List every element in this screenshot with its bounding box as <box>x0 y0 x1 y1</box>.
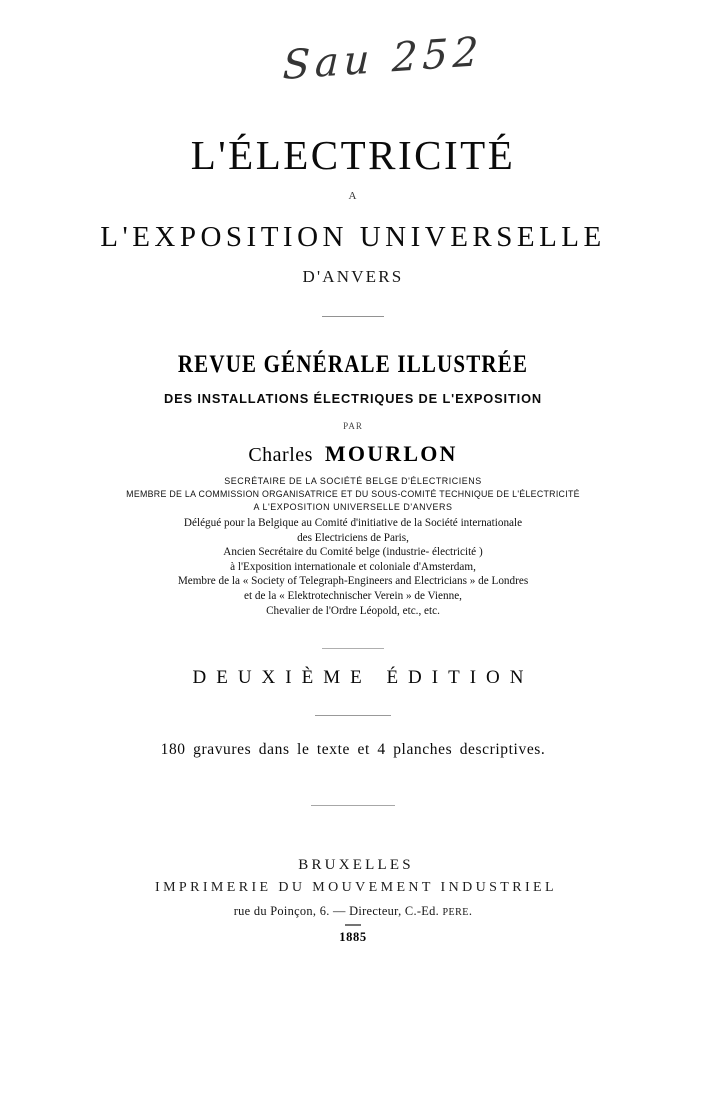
subtitle-revue: REVUE GÉNÉRALE ILLUSTRÉE <box>177 351 529 378</box>
author-title-line: MEMBRE DE LA COMMISSION ORGANISATRICE ET DU SOUS-COMITÉ TECHNIQUE DE L'ÉLECTRICITÉ <box>126 489 580 499</box>
title-exposition: L'EXPOSITION UNIVERSELLE <box>100 221 606 253</box>
imprint-address-text: rue du Poinçon, 6. — Directeur, C.-Ed. <box>233 904 443 918</box>
credential-line: Membre de la « Society of Telegraph-Engineers and Electricians » de Londres <box>177 575 529 588</box>
divider-rule <box>315 715 391 716</box>
page-title: L'ÉLECTRICITÉ <box>190 132 516 178</box>
author-last-name: MOURLON <box>324 441 458 466</box>
subtitle-scope: DES INSTALLATIONS ÉLECTRIQUES DE L'EXPOSITION <box>163 391 543 406</box>
credential-line: Ancien Secrétaire du Comité belge (industrie- électricité ) <box>223 546 483 559</box>
title-connector: A <box>348 190 358 202</box>
author-name <box>0 443 706 465</box>
divider-rule <box>322 648 384 649</box>
illustration-note: 180 gravures dans le texte et 4 planches descriptives. <box>160 741 546 758</box>
credential-line: et de la « Elektrotechnischer Verein » de Vienne, <box>244 589 462 602</box>
imprint-city: BRUXELLES <box>298 857 414 873</box>
author-title-line: SECRÉTAIRE DE LA SOCIÉTÉ BELGE D'ÉLECTRICIENS <box>224 476 482 486</box>
edition-statement: DEUXIÈME ÉDITION <box>192 667 534 688</box>
byline-par: PAR <box>343 421 363 431</box>
credential-line: des Electriciens de Paris, <box>297 531 409 544</box>
imprint-director-surname: PERE <box>442 907 469 918</box>
author-credentials <box>0 516 706 618</box>
imprint-address-period: . <box>468 904 473 918</box>
title-place: D'ANVERS <box>302 267 404 286</box>
divider-rule <box>345 924 361 926</box>
author-first-name: Charles <box>248 444 313 466</box>
divider-rule <box>322 316 384 317</box>
imprint-address <box>0 905 706 918</box>
imprint-printer: IMPRIMERIE DU MOUVEMENT INDUSTRIEL <box>155 880 557 895</box>
imprint-year: 1885 <box>339 930 367 944</box>
credential-line: Délégué pour la Belgique au Comité d'initiative de la Société internationale <box>183 517 523 529</box>
credential-line: Chevalier de l'Ordre Léopold, etc., etc. <box>266 604 440 617</box>
divider-rule <box>311 805 395 806</box>
author-title-line: A L'EXPOSITION UNIVERSELLE D'ANVERS <box>253 502 453 512</box>
handwritten-shelfmark: Sau 252 <box>281 28 485 90</box>
credential-line: à l'Exposition internationale et coloniale d'Amsterdam, <box>230 560 476 573</box>
